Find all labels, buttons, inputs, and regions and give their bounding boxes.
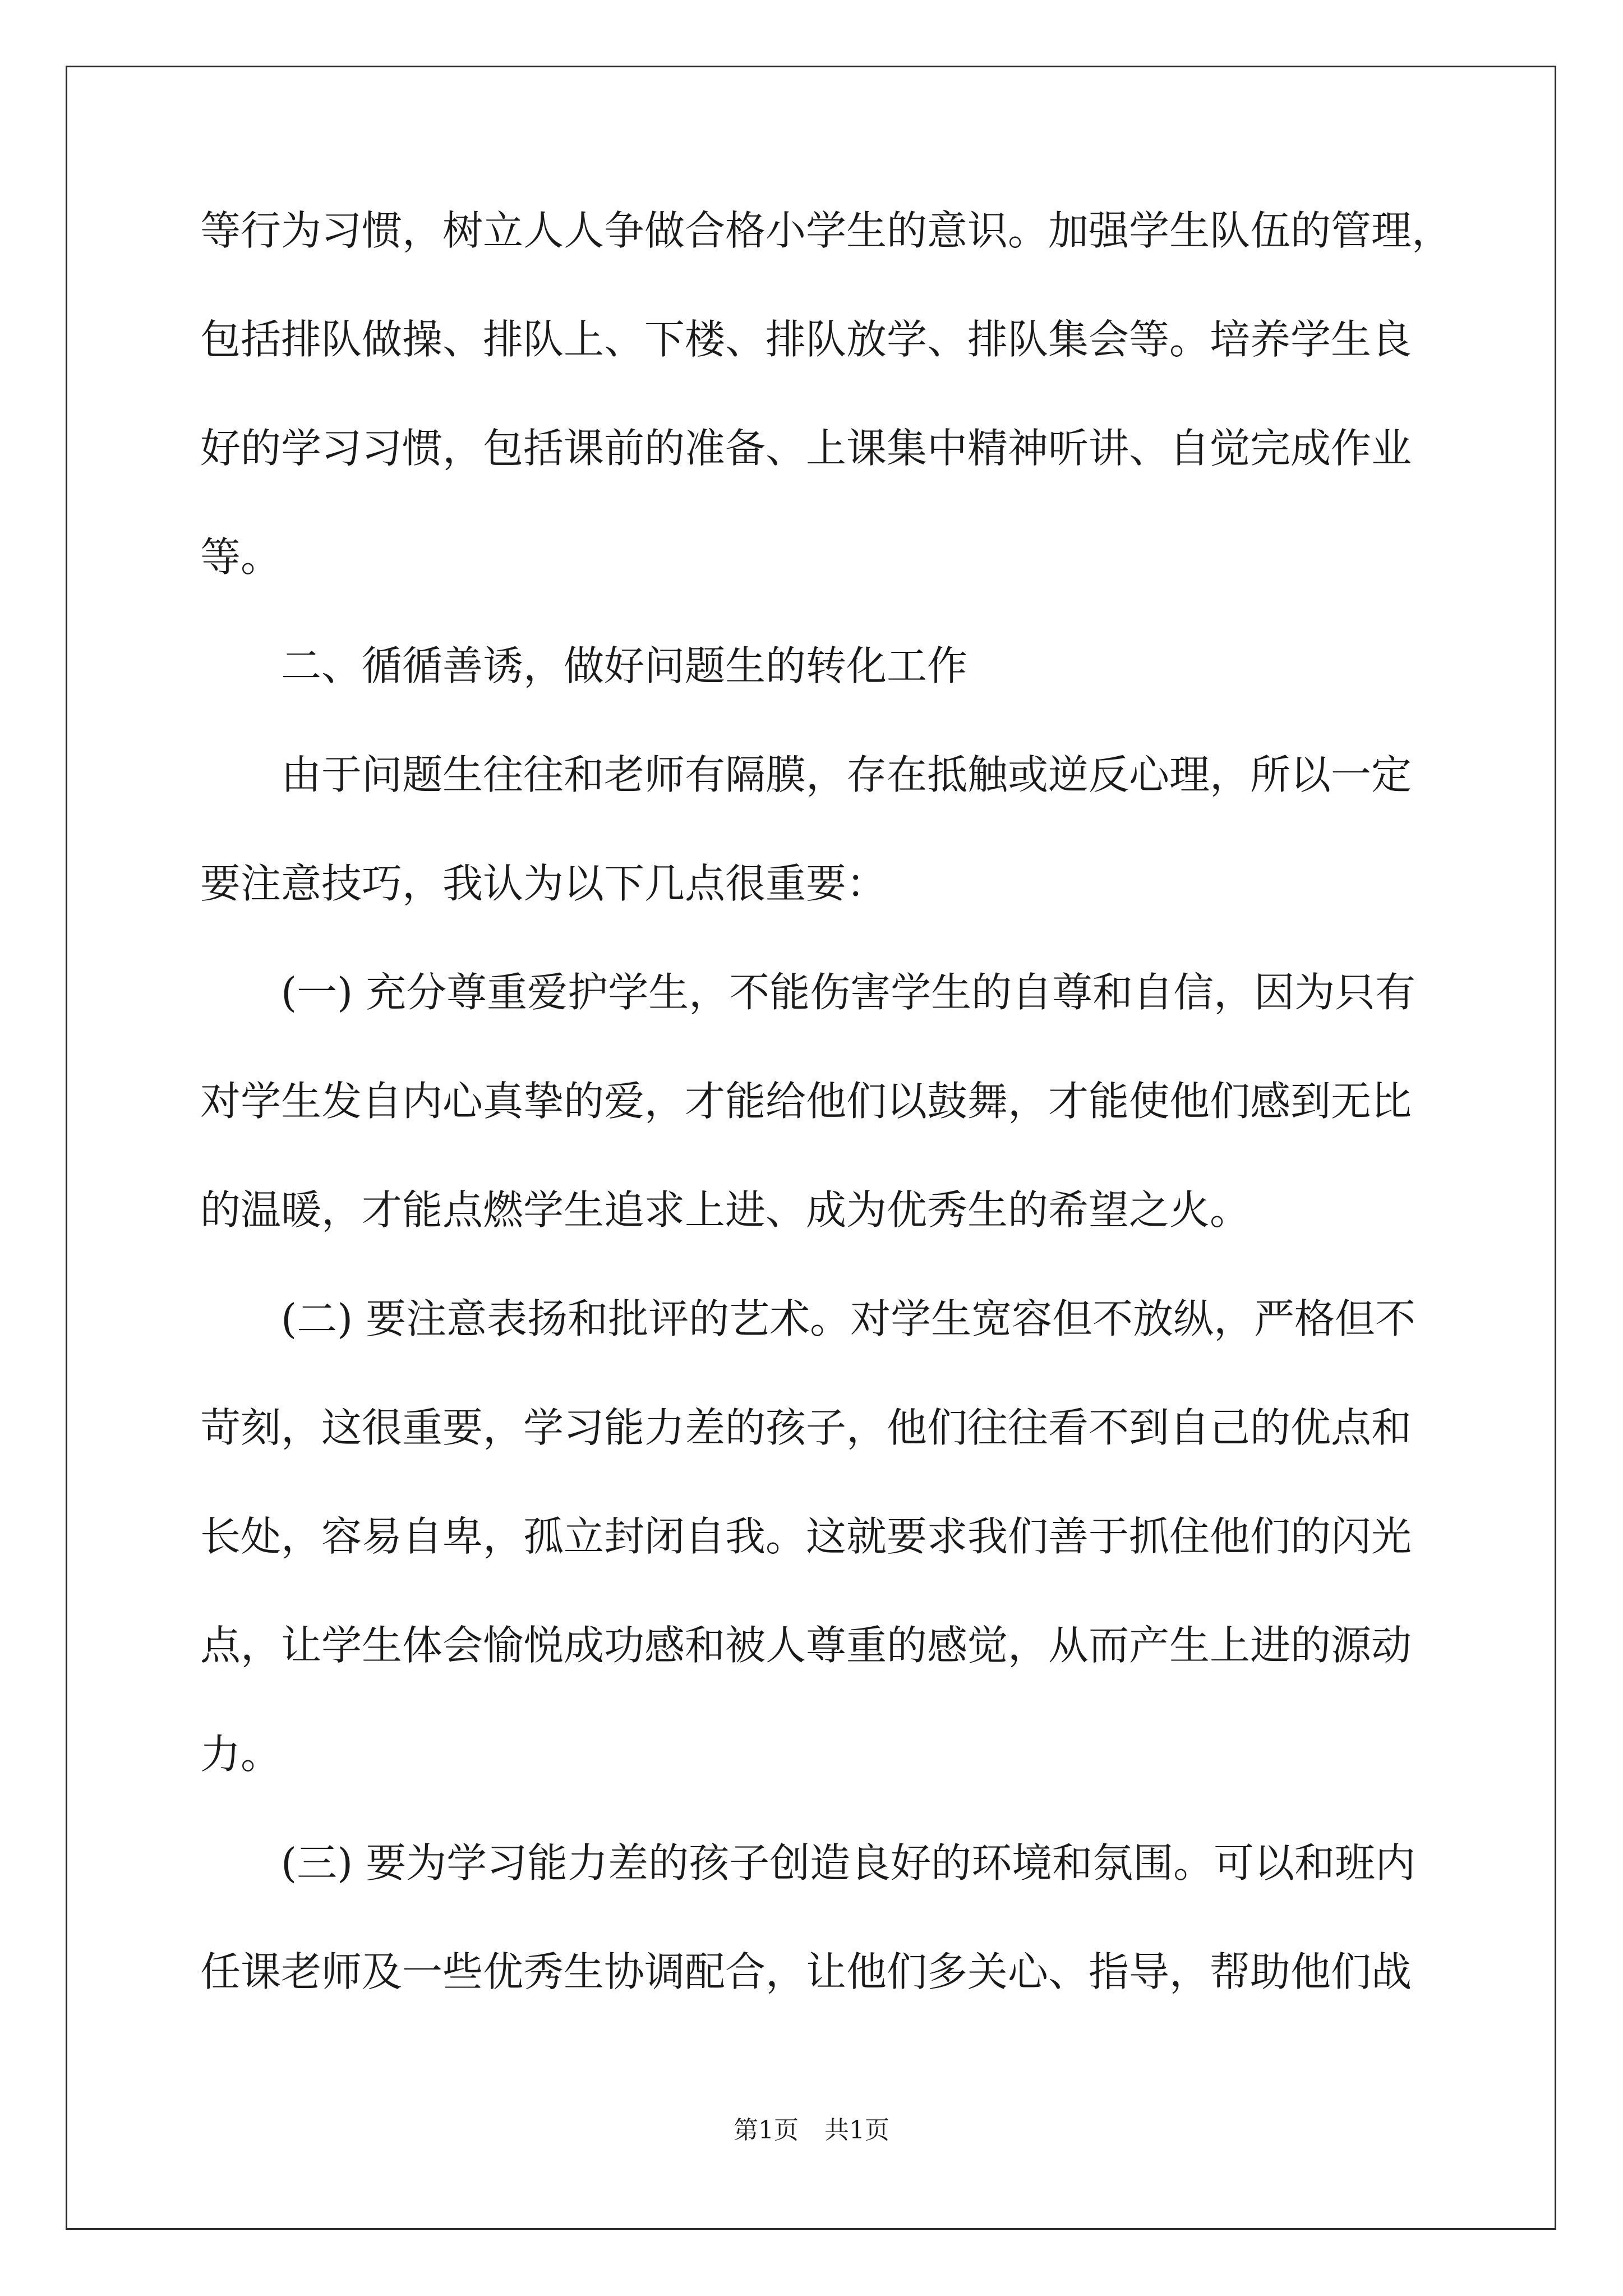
paragraph-line: 任课老师及一些优秀生协调配合，让他们多关心、指导，帮助他们战 xyxy=(200,1948,1412,1995)
page-footer xyxy=(0,2118,1623,2143)
paragraph-line: 包括排队做操、排队上、下楼、排队放学、排队集会等。培养学生良 xyxy=(200,316,1412,363)
paragraph-line: 长处，容易自卑，孤立封闭自我。这就要求我们善于抓住他们的闪光 xyxy=(200,1513,1412,1560)
page-number: 第1页 xyxy=(734,2116,799,2145)
page-total: 共1页 xyxy=(824,2116,889,2145)
paragraph-line: 力。 xyxy=(200,1731,282,1778)
paragraph-line: (二) 要注意表扬和批评的艺术。对学生宽容但不放纵，严格但不 xyxy=(281,1295,1416,1342)
paragraph-line: 等行为习惯，树立人人争做合格小学生的意识。加强学生队伍的管理， xyxy=(200,207,1453,254)
paragraph-line: 由于问题生往往和老师有隔膜，存在抵触或逆反心理，所以一定 xyxy=(281,751,1412,798)
paragraph-line: 等。 xyxy=(200,533,282,581)
paragraph-line: 好的学习习惯，包括课前的准备、上课集中精神听讲、自觉完成作业 xyxy=(200,425,1412,472)
paragraph-line: 苛刻，这很重要，学习能力差的孩子，他们往往看不到自己的优点和 xyxy=(200,1404,1412,1451)
section-heading: 二、循循善诱，做好问题生的转化工作 xyxy=(281,642,968,689)
paragraph-line: (一) 充分尊重爱护学生，不能伤害学生的自尊和自信，因为只有 xyxy=(281,969,1416,1016)
paragraph-line: (三) 要为学习能力差的孩子创造良好的环境和氛围。可以和班内 xyxy=(281,1839,1416,1887)
paragraph-line: 的温暖，才能点燃学生追求上进、成为优秀生的希望之火。 xyxy=(200,1186,1251,1234)
paragraph-line: 要注意技巧，我认为以下几点很重要： xyxy=(200,860,887,907)
paragraph-line: 点，让学生体会愉悦成功感和被人尊重的感觉，从而产生上进的源动 xyxy=(200,1622,1412,1669)
paragraph-line: 对学生发自内心真挚的爱，才能给他们以鼓舞，才能使他们感到无比 xyxy=(200,1078,1412,1125)
page-border xyxy=(66,66,1556,2230)
